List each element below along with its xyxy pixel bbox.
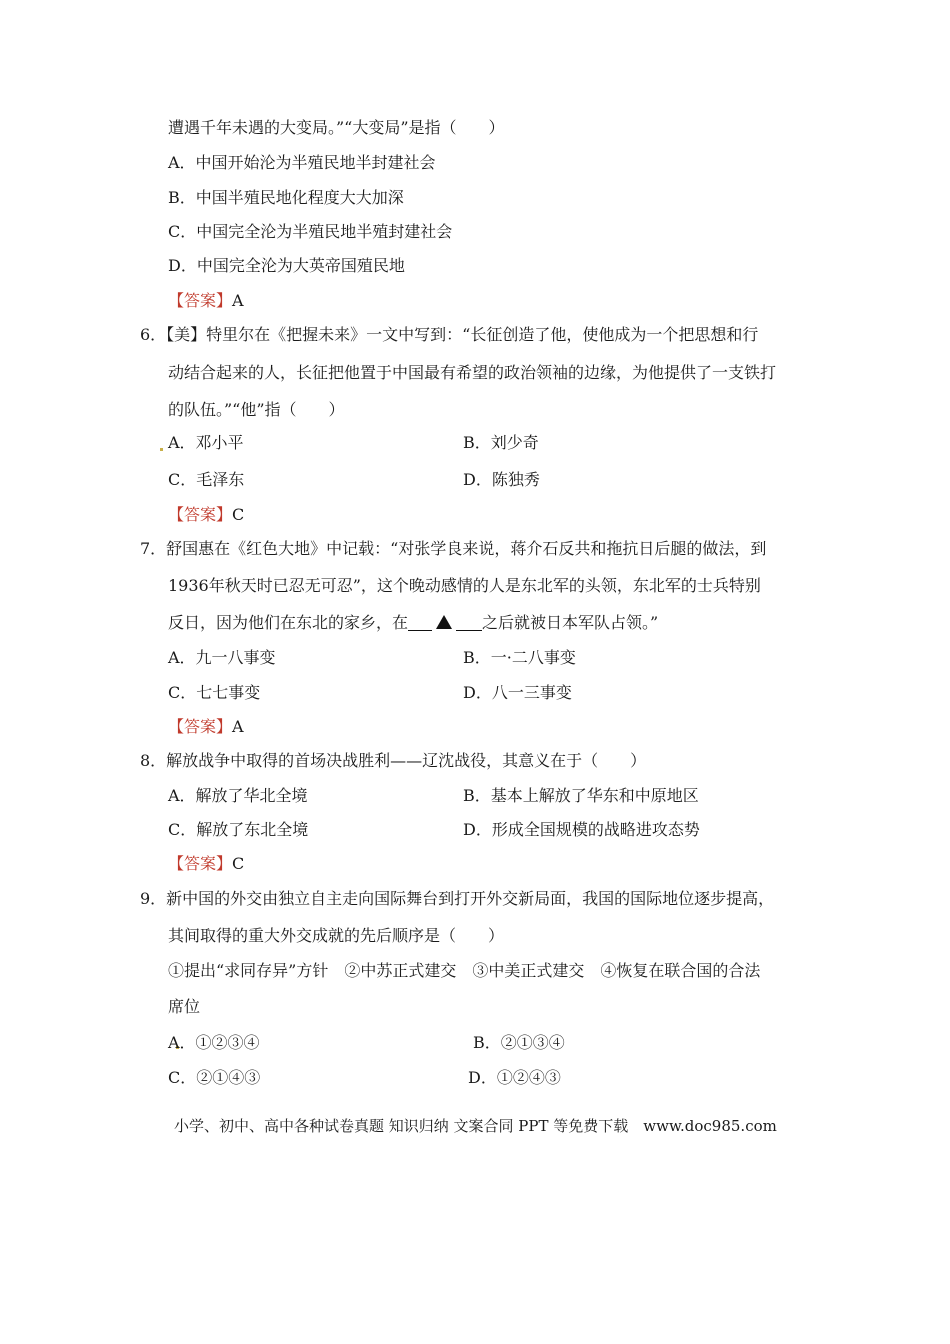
q6-stem-line-1: 6．【美】特里尔在《把握未来》一文中写到：“长征创造了他，使他成为一个把思想和行 bbox=[140, 325, 759, 344]
q9-option-b: B．②①③④ bbox=[473, 1033, 565, 1052]
triangle-icon bbox=[436, 615, 452, 629]
q8-stem: 8．解放战争中取得的首场决战胜利——辽沈战役，其意义在于（ ） bbox=[140, 751, 647, 770]
answer-value: C bbox=[232, 505, 245, 524]
blank-underline bbox=[456, 614, 482, 631]
q7-stem-line-3 bbox=[168, 613, 658, 633]
answer-tag: 【答案】 bbox=[168, 854, 233, 873]
q6-answer bbox=[168, 505, 244, 525]
q8-option-d: D．形成全国规模的战略进攻态势 bbox=[463, 820, 700, 839]
q5-answer bbox=[168, 291, 244, 311]
answer-tag: 【答案】 bbox=[168, 505, 233, 524]
q7-option-c: C．七七事变 bbox=[168, 683, 261, 702]
q8-option-c: C．解放了东北全境 bbox=[168, 820, 309, 839]
blank-underline bbox=[408, 614, 432, 631]
q9-stem-line-4: 席位 bbox=[168, 997, 201, 1016]
q5-option-c: C．中国完全沦为半殖民地半殖封建社会 bbox=[168, 222, 453, 241]
q7-line3-pre: 反日，因为他们在东北的家乡，在 bbox=[168, 613, 409, 632]
q7-line3-post: 之后就被日本军队占领。” bbox=[482, 613, 659, 632]
page-footer: 小学、初中、高中各种试卷真题 知识归纳 文案合同 PPT 等免费下载 www.doc985.com bbox=[174, 1117, 777, 1135]
stray-dot bbox=[160, 448, 163, 451]
q6-stem-line-3: 的队伍。”“他”指（ ） bbox=[168, 400, 345, 419]
answer-tag: 【答案】 bbox=[168, 291, 233, 310]
q6-stem-line-2: 动结合起来的人，长征把他置于中国最有希望的政治领袖的边缘，为他提供了一支铁打 bbox=[168, 363, 777, 382]
q7-stem-line-1: 7．舒国惠在《红色大地》中记载：“对张学良来说，蒋介石反共和拖抗日后腿的做法，到 bbox=[140, 539, 767, 558]
answer-value: A bbox=[232, 291, 244, 310]
q7-option-a: A．九一八事变 bbox=[168, 648, 276, 667]
q5-option-b: B．中国半殖民地化程度大大加深 bbox=[168, 188, 404, 207]
q9-option-a: A．①②③④ bbox=[168, 1033, 260, 1052]
q7-option-b: B．一·二八事变 bbox=[463, 648, 576, 667]
q6-option-b: B．刘少奇 bbox=[463, 433, 539, 452]
q7-option-d: D．八一三事变 bbox=[463, 683, 572, 702]
q7-answer bbox=[168, 717, 244, 737]
q6-option-a: A．邓小平 bbox=[168, 433, 244, 452]
q5-option-a: A．中国开始沦为半殖民地半封建社会 bbox=[168, 153, 436, 172]
q5-option-d: D．中国完全沦为大英帝国殖民地 bbox=[168, 256, 405, 275]
q8-answer bbox=[168, 854, 244, 874]
q6-option-c: C．毛泽东 bbox=[168, 470, 245, 489]
q8-option-a: A．解放了华北全境 bbox=[168, 786, 308, 805]
answer-tag: 【答案】 bbox=[168, 717, 233, 736]
q9-stem-line-2: 其间取得的重大外交成就的先后顺序是（ ） bbox=[168, 926, 505, 945]
answer-value: A bbox=[232, 717, 244, 736]
q7-stem-line-2: 1936年秋天时已忍无可忍”，这个晚动感情的人是东北军的头领，东北军的士兵特别 bbox=[168, 576, 761, 595]
q9-stem-line-1: 9．新中国的外交由独立自主走向国际舞台到打开外交新局面，我国的国际地位逐步提高， bbox=[140, 889, 775, 908]
q5-stem-tail: 遭遇千年未遇的大变局。”“大变局”是指（ ） bbox=[168, 118, 505, 137]
answer-value: C bbox=[232, 854, 245, 873]
q8-option-b: B．基本上解放了华东和中原地区 bbox=[463, 786, 699, 805]
q6-option-d: D．陈独秀 bbox=[463, 470, 540, 489]
q9-option-c: C．②①④③ bbox=[168, 1068, 261, 1087]
q9-stem-line-3: ①提出“求同存异”方针 ②中苏正式建交 ③中美正式建交 ④恢复在联合国的合法 bbox=[168, 961, 761, 980]
q9-option-d: D．①②④③ bbox=[468, 1068, 561, 1087]
